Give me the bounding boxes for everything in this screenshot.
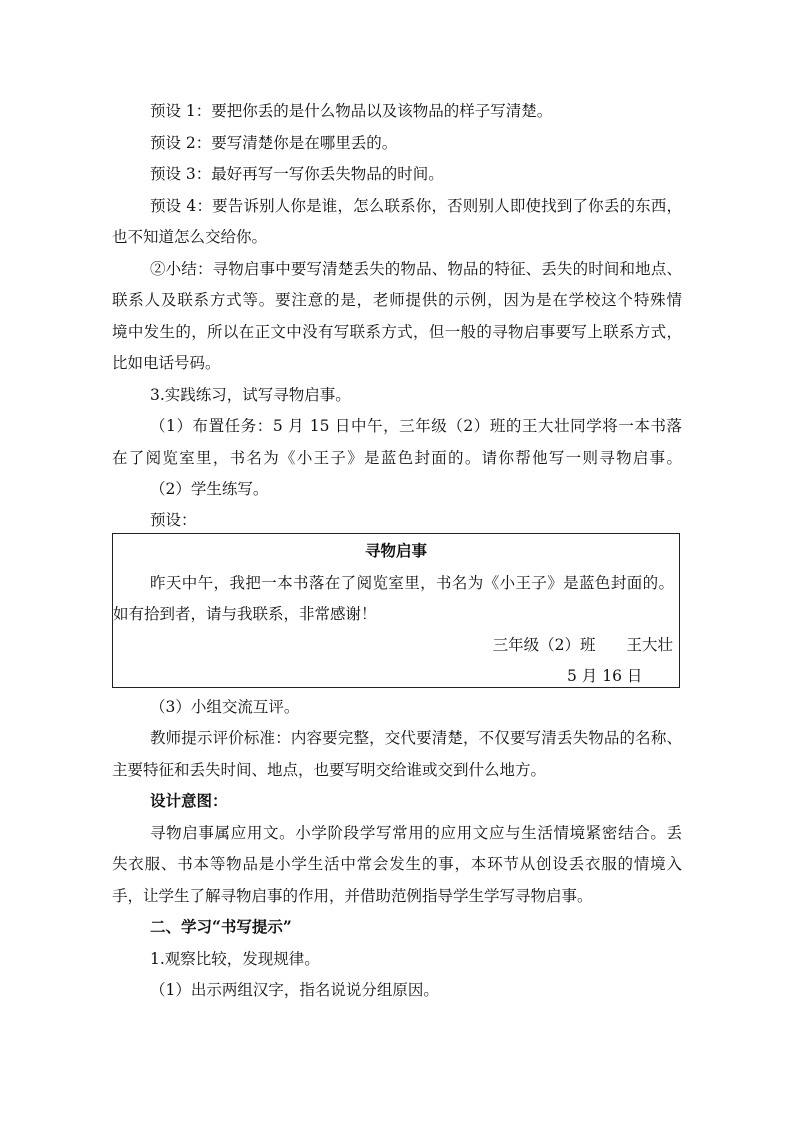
task-line-1: （1）布置任务：5 月 15 日中午，三年级（2）班的王大壮同学将一本书落 bbox=[150, 417, 682, 435]
group-review: （3）小组交流互评。 bbox=[150, 698, 300, 716]
summary-line-1: ②小结：寻物启事中要写清楚丢失的物品、物品的特征、丢失的时间和地点、 bbox=[150, 260, 682, 278]
summary-line-3: 境中发生的，所以在正文中没有写联系方式，但一般的寻物启事要写上联系方式， bbox=[112, 323, 682, 341]
notice-date: 5 月 16 日 bbox=[567, 667, 643, 685]
section-2-heading: 二、学习“书写提示” bbox=[150, 917, 292, 936]
criteria-line-1: 教师提示评价标准：内容要完整，交代要清楚，不仅要写清丢失物品的名称、 bbox=[150, 729, 682, 747]
preset-4-line-1: 预设 4：要告诉别人你是谁，怎么联系你，否则别人即使找到了你丢的东西， bbox=[150, 197, 682, 215]
summary-line-2: 联系人及联系方式等。要注意的是，老师提供的示例，因为是在学校这个特殊情 bbox=[112, 291, 682, 309]
preset-4-line-2: 也不知道怎么交给你。 bbox=[112, 228, 268, 246]
notice-body-line-1: 昨天中午，我把一本书落在了阅览室里，书名为《小王子》是蓝色封面的。 bbox=[150, 574, 674, 592]
design-line-2: 失衣服、书本等物品是小学生活中常会发生的事，本环节从创设丢衣服的情境入 bbox=[112, 855, 682, 873]
design-line-1: 寻物启事属应用文。小学阶段学写常用的应用文应与生活情境紧密结合。丢 bbox=[150, 824, 682, 842]
show-two-groups: （1）出示两组汉字，指名说说分组原因。 bbox=[150, 981, 439, 999]
preset-3: 预设 3：最好再写一写你丢失物品的时间。 bbox=[150, 165, 444, 183]
summary-line-4: 比如电话号码。 bbox=[112, 354, 221, 372]
design-intent-title: 设计意图： bbox=[150, 791, 228, 810]
observe-compare: 1.观察比较，发现规律。 bbox=[150, 950, 320, 968]
preset-label: 预设： bbox=[150, 511, 197, 529]
student-practice: （2）学生练写。 bbox=[150, 480, 269, 498]
design-line-3: 手，让学生了解寻物启事的作用，并借助范例指导学生学写寻物启事。 bbox=[112, 887, 593, 905]
notice-box bbox=[112, 533, 680, 688]
notice-title: 寻物启事 bbox=[364, 541, 427, 560]
preset-1: 预设 1：要把你丢的是什么物品以及该物品的样子写清楚。 bbox=[150, 102, 553, 120]
practice-heading: 3.实践练习，试写寻物启事。 bbox=[150, 386, 351, 404]
task-line-2: 在了阅览室里，书名为《小王子》是蓝色封面的。请你帮他写一则寻物启事。 bbox=[112, 449, 682, 467]
notice-body-line-2: 如有拾到者，请与我联系，非常感谢！ bbox=[113, 605, 377, 623]
preset-2: 预设 2：要写清楚你是在哪里丢的。 bbox=[150, 134, 398, 152]
criteria-line-2: 主要特征和丢失时间、地点，也要写明交给谁或交到什么地方。 bbox=[112, 761, 547, 779]
notice-signature: 三年级（2）班 王大壮 bbox=[492, 636, 673, 654]
